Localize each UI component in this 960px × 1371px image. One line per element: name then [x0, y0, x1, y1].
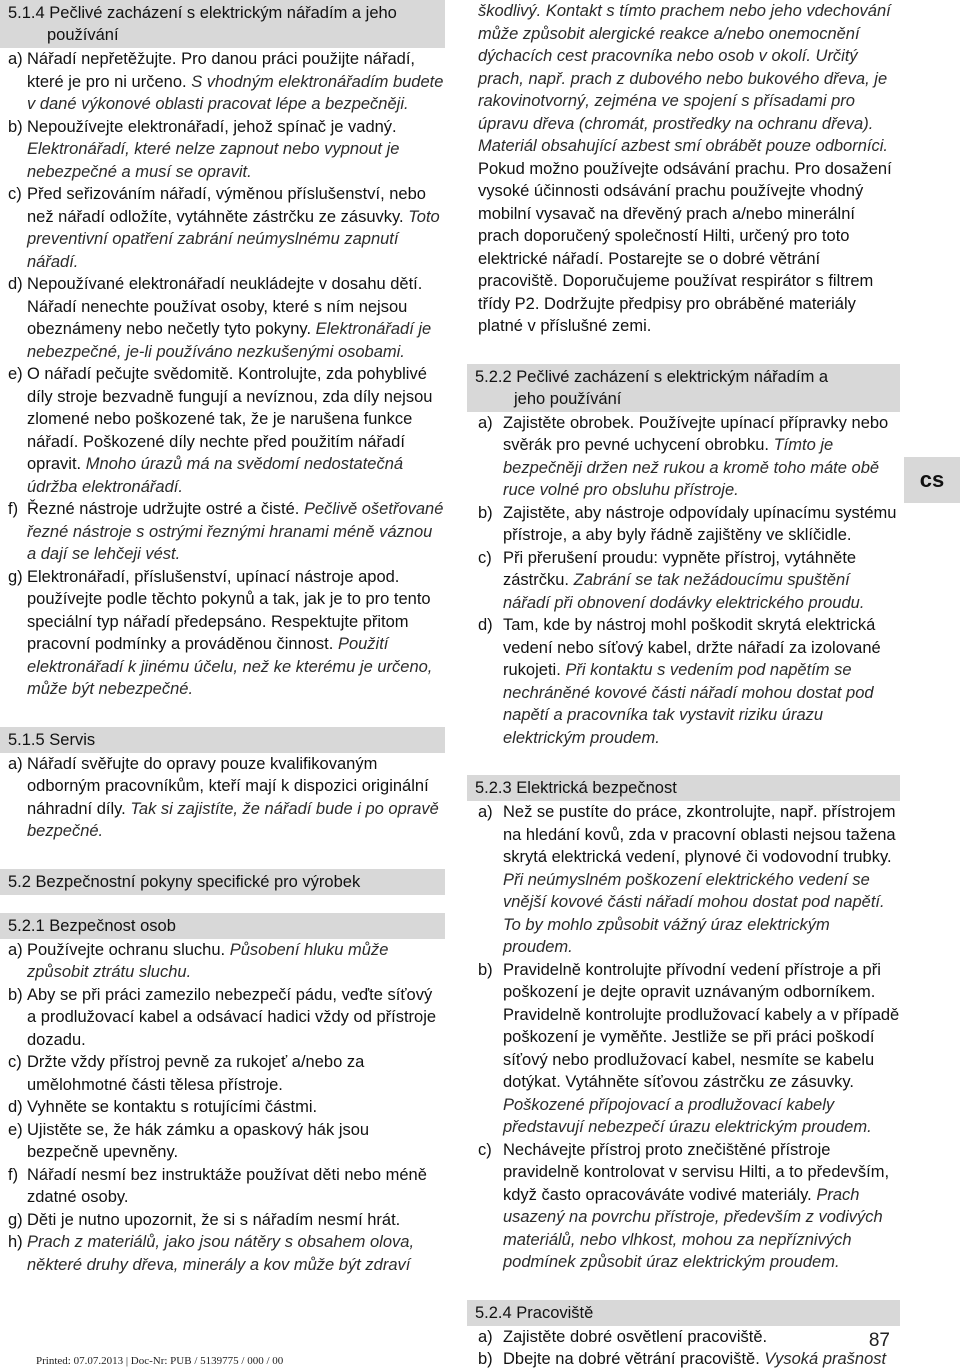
list-item	[0, 1096, 445, 1119]
item-label: a)	[478, 413, 493, 432]
item-explanation: S vhodným elektronářadím budete v dané výkonové oblasti pracovat lépe a bezpečněji.	[27, 72, 444, 113]
item-instruction: Používejte ochranu sluchu.	[27, 940, 226, 959]
item-explanation: Tímto je bezpečněji držen než rukou a kromě toho máte obě ruce volné pro obsluhu přístroje.	[503, 436, 880, 499]
list-item	[0, 363, 445, 498]
item-label: a)	[478, 1327, 493, 1346]
language-tab: cs	[904, 457, 960, 503]
item-explanation: Toto preventivní opatření zabrání neúmyslnému zapnutí nářadí.	[27, 207, 440, 271]
item-explanation: Prach usazený na povrchu přístroje, především z vodivých materiálů, nebo vlhkost, mohou za nepříznivých podmínek způsobit úraz elektrickým proudem.	[503, 1185, 883, 1271]
list-item	[0, 939, 445, 984]
item-label: e)	[8, 365, 23, 383]
item-explanation: Zabrání se tak nežádoucímu spuštění nářadí při obnovení dodávky elektrického proudu.	[503, 571, 865, 612]
section-heading-5-2-2	[467, 364, 900, 412]
list-5-1-5	[0, 753, 445, 843]
item-label: e)	[8, 1120, 23, 1139]
item-label: b)	[478, 503, 493, 522]
list-item	[470, 1348, 900, 1371]
section-heading-5-2-1: 5.2.1 Bezpečnost osob	[0, 913, 445, 939]
list-item	[470, 1326, 900, 1349]
item-label: h)	[8, 1233, 23, 1251]
list-item	[470, 412, 900, 502]
item-explanation: Pečlivě ošetřované řezné nástroje s ostrými řeznými hranami méně váznou a dají se lehčeji vést.	[27, 500, 444, 563]
item-instruction: Nepoužívejte elektronářadí, jehož spínač je vadný.	[27, 117, 397, 136]
item-instruction: Zajistěte obrobek. Používejte upínací přípravky nebo svěrák pro pevné uchycení obrobku.	[503, 413, 889, 454]
item-instruction: Zajistěte dobré osvětlení pracoviště.	[503, 1327, 768, 1346]
list-item	[0, 984, 445, 1052]
list-5-2-4	[470, 1326, 900, 1371]
list-5-1-4	[0, 48, 445, 701]
item-label: g)	[8, 567, 23, 586]
item-label: b)	[478, 1350, 493, 1368]
section-heading-5-2-3: 5.2.3 Elektrická bezpečnost	[467, 775, 900, 801]
item-explanation: Elektronářadí, které nelze zapnout nebo vypnout je nebezpečné a musí se opravit.	[27, 140, 400, 181]
item-instruction: Než se pustíte do práce, zkontrolujte, např. přístrojem na hledání kovů, zda v pracovní oblasti nejsou tažena skrytá elektrická vedení, plynové či vodovodní trubky.	[503, 803, 896, 866]
continued-paragraph	[470, 0, 900, 338]
item-explanation: Mnoho úrazů má na svědomí nedostatečná údržba elektronářadí.	[27, 455, 404, 496]
item-instruction: Děti je nutno upozornit, že si s nářadím nesmí hrát.	[27, 1210, 401, 1229]
list-item	[0, 273, 445, 363]
list-item	[0, 116, 445, 184]
item-instruction: Aby se při práci zamezilo nebezpečí pádu, veďte síťový a prodlužovací kabel a odsávací hadici vždy od přístroje dozadu.	[27, 985, 437, 1049]
item-label: d)	[8, 1098, 23, 1116]
item-label: a)	[478, 803, 493, 821]
item-instruction: Dbejte na dobré větrání pracoviště.	[503, 1350, 760, 1368]
item-instruction: Ujistěte se, že hák zámku a opaskový hák jsou bezpečně upevněny.	[27, 1120, 370, 1161]
item-instruction: Nechávejte přístroj proto znečištěné přístroje pravidelně kontrolovat v servisu Hilti, a to především, když často opracováváte vodivé materiály.	[503, 1140, 890, 1204]
heading-line-2: používání	[47, 26, 119, 44]
item-label: f)	[8, 1165, 19, 1184]
list-item	[0, 48, 445, 116]
item-instruction: Nepoužívané elektronářadí neukládejte v dosahu dětí. Nářadí nenechte používat osoby, které s ním nejsou obeznámeny nebo nečetly tyto pokyny.	[27, 275, 423, 338]
item-explanation: Prach z materiálů, jako jsou nátěry s obsahem olova, některé druhy dřeva, minerály a kov může být zdraví	[27, 1233, 415, 1274]
item-explanation: Poškozené přípojovací a prodlužovací kabely představují nebezpečí úrazu elektrickým proudem.	[503, 1095, 872, 1136]
continued-bold: Pokud možno používejte odsávání prachu. Pro dosažení vysoké účinnosti odsávání prachu používejte vhodný mobilní vysavač na dřevěný prach a/nebo minerální prach doporučený společností Hilti, určený pro toto elektrické nářadí. Postarejte se o dobré větrání pracoviště. Doporučujeme používat respirátor s filtrem třídy P2. Dodržujte předpisy pro obráběné materiály platné v příslušné zemi.	[478, 159, 892, 335]
item-instruction: Elektronářadí, příslušenství, upínací nástroje apod. používejte podle těchto pokynů a tak, jak je to pro tento speciální typ nářadí předepsáno. Respektujte přitom pracovní podmínky a prováděnou činnost.	[27, 567, 431, 653]
item-label: a)	[8, 940, 23, 959]
item-instruction: Tam, kde by nástroj mohl poškodit skrytá elektrická vedení nebo síťový kabel, držte nářadí za izolované rukojeti.	[503, 616, 881, 679]
list-item	[470, 1139, 900, 1274]
section-heading-5-2-4: 5.2.4 Pracoviště	[467, 1300, 900, 1326]
item-instruction: Zajistěte, aby nástroje odpovídaly upínacímu systému přístroje, a aby byly řádně zajištěny ve sklíčidle.	[503, 503, 897, 544]
print-footer: Printed: 07.07.2013 | Doc-Nr: PUB / 5139775 / 000 / 00	[36, 1355, 284, 1367]
item-instruction: Vyhněte se kontaktu s rotujícími částmi.	[27, 1098, 318, 1116]
item-label: c)	[478, 1140, 492, 1159]
section-heading-5-1-5: 5.1.5 Servis	[0, 727, 445, 753]
list-item	[0, 753, 445, 843]
item-explanation: Tak si zajistíte, že nářadí bude i po opravě bezpečné.	[27, 799, 439, 840]
item-label: g)	[8, 1210, 23, 1229]
item-label: c)	[8, 185, 22, 203]
item-label: b)	[8, 985, 23, 1004]
heading-line-2: jeho používání	[514, 389, 622, 408]
item-label: d)	[478, 616, 493, 634]
item-label: a)	[8, 754, 23, 773]
continued-italic: škodlivý. Kontakt s tímto prachem nebo jeho vdechování může způsobit alergické reakce a/nebo onemocnění dýchacích cest pracovníka nebo osob v okolí. Určitý prach, např. prach z dubového nebo bukového dřeva, je rakovinotvorný, zejména ve spojení s přísadami pro úpravu dřeva (chromát, prostředky na ochranu dřeva). Materiál obsahující azbest smí obrábět pouze odborníci.	[478, 2, 891, 155]
item-explanation: Elektronářadí je nebezpečné, je-li používáno nezkušenými osobami.	[27, 320, 432, 361]
list-5-2-2	[470, 412, 900, 750]
item-instruction: O nářadí pečujte svědomitě. Kontrolujte, zda pohyblivé díly stroje bezvadně fungují a nevíznou, zda díly nejsou zlomené nebo poškozené tak, že je narušena funkce nářadí. Poškozené díly nechte před použitím nářadí opravit.	[27, 365, 433, 473]
item-instruction: Řezné nástroje udržujte ostré a čisté.	[27, 500, 300, 518]
list-item	[470, 959, 900, 1139]
item-explanation: Při neúmyslném poškození elektrického vedení se vnější kovové části nářadí mohou dostat pod napětí. To by mohlo způsobit vážný úraz elektrickým proudem.	[503, 870, 885, 956]
page-number: 87	[868, 1330, 890, 1351]
item-instruction: Při přerušení proudu: vypněte přístroj, vytáhněte zástrčku.	[503, 548, 857, 589]
list-item	[0, 1209, 445, 1232]
list-item	[470, 801, 900, 959]
item-explanation: Vysoká prašnost	[764, 1350, 887, 1368]
item-label: f)	[8, 500, 19, 518]
item-instruction: Nářadí nepřetěžujte. Pro danou práci použijte nářadí, které je pro ni určeno.	[27, 50, 415, 91]
list-5-2-1	[0, 939, 445, 1277]
section-heading-5-2: 5.2 Bezpečnostní pokyny specifické pro výrobek	[0, 869, 445, 895]
list-item	[470, 547, 900, 615]
item-label: c)	[478, 548, 492, 567]
heading-line-1: 5.1.4 Pečlivé zacházení s elektrickým nářadím a jeho	[8, 4, 397, 22]
list-item	[470, 502, 900, 547]
list-item	[0, 498, 445, 566]
list-item	[0, 1164, 445, 1209]
item-instruction: Držte vždy přístroj pevně za rukojeť a/nebo za umělohmotné části tělesa přístroje.	[27, 1053, 365, 1094]
item-label: c)	[8, 1053, 22, 1071]
heading-line-1: 5.2.2 Pečlivé zacházení s elektrickým nářadím a	[475, 367, 829, 386]
left-column	[0, 0, 445, 1276]
item-explanation: Při kontaktu s vedením pod napětím se nechráněné kovové části nářadí mohou dostat pod napětí a pracovníka tak vystavit riziku úrazu elektrickým proudem.	[503, 661, 874, 747]
right-column	[470, 0, 900, 1371]
item-label: b)	[8, 117, 23, 136]
list-item	[470, 614, 900, 749]
item-explanation: Působení hluku může způsobit ztrátu sluchu.	[27, 940, 389, 981]
list-item	[0, 566, 445, 701]
item-instruction: Nářadí nesmí bez instruktáže používat děti nebo méně zdatné osoby.	[27, 1165, 427, 1206]
section-heading-5-1-4	[0, 0, 445, 48]
list-item	[0, 1119, 445, 1164]
list-item	[0, 183, 445, 273]
item-instruction: Nářadí svěřujte do opravy pouze kvalifikovaným odborným pracovníkům, kteří mají k dispozici originální náhradní díly.	[27, 754, 429, 818]
list-item	[0, 1231, 445, 1276]
item-label: b)	[478, 960, 493, 979]
item-label: a)	[8, 50, 23, 68]
item-label: d)	[8, 275, 23, 293]
item-explanation: Použití elektronářadí k jinému účelu, než ke kterému je určeno, může být nebezpečné.	[27, 635, 433, 698]
list-5-2-3	[470, 801, 900, 1274]
item-instruction: Pravidelně kontrolujte přívodní vedení přístroje a při poškození je dejte opravit uznávaným odborníkem. Pravidelně kontrolujte prodlužovací kabely a v případě poškození je vyměňte. Jestliže se při práci poškodí síťový nebo prodlužovací kabel, nesmíte se kabelu dotýkat. Vytáhněte síťovou zástrčku ze zásuvky.	[503, 960, 900, 1091]
list-item	[0, 1051, 445, 1096]
item-instruction: Před seřizováním nářadí, výměnou příslušenství, nebo než nářadí odložíte, vytáhněte zástrčku ze zásuvky.	[27, 185, 426, 226]
